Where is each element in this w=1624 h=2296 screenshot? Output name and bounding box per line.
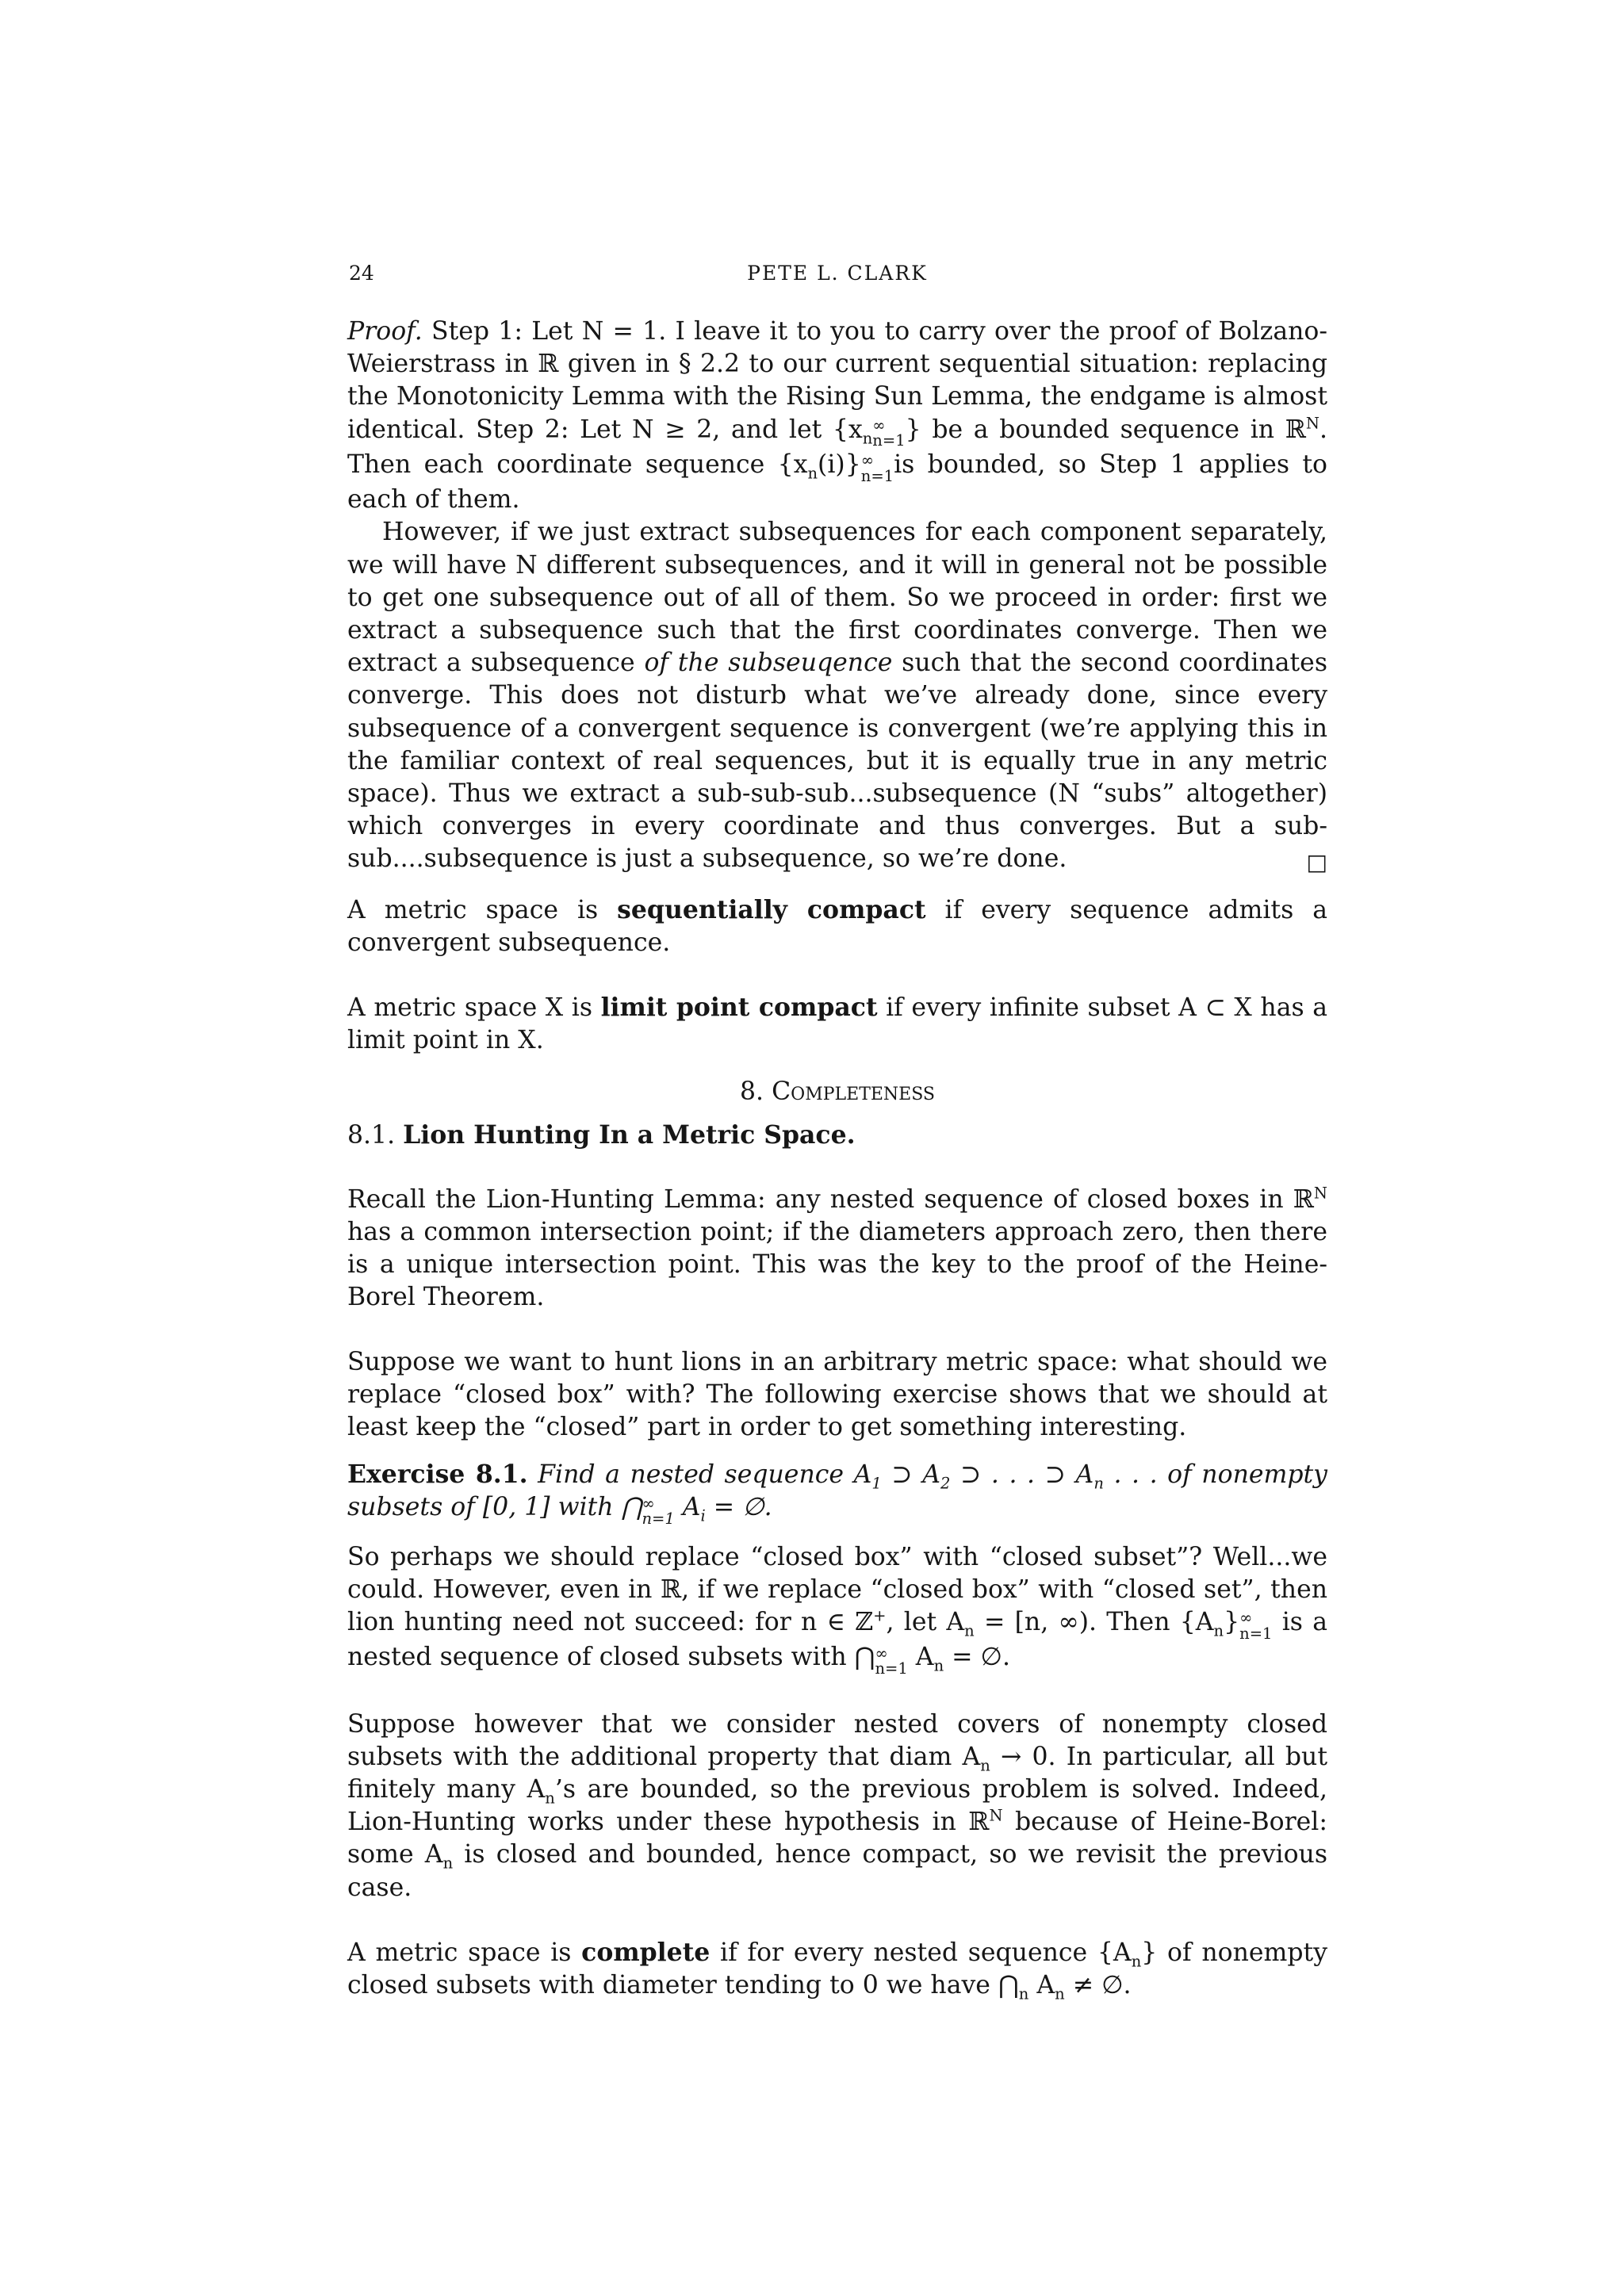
proof-paragraph-2: However, if we just extract subsequences for each component separately, we will have N different subsequences, and it will in general not be possible to get one subsequence out of all of them. So we proceed in order: first we extract a subsequence such that the first coordinates converge. Then we extract a subsequence of the subseuqence such that the second coordinates converge. This does not disturb what we’ve already done, since every subsequence of a convergent sequence is convergent (we’re applying this in the familiar context of real sequences, but it is equally true in any metric space). Thus we extract a sub-sub-sub...subsequence (N “subs” altogether) which converges in every coordinate and thus converges. But a sub-sub....subsequence is just a subsequence, so we’re done. □ xyxy=(347,516,1327,875)
exercise-8-1: Exercise 8.1. Find a nested sequence $A_1$ ⊃ $A_2$ ⊃ . . . ⊃ $A_n$ . . . of nonempty subsets of [0, 1] with ⋂ ∞ n=1 $A_i$ = ∅. xyxy=(347,1460,1327,1529)
running-head: PETE L. CLARK xyxy=(747,262,928,285)
definition-sequentially-compact: A metric space is sequentially compact if every sequence admits a convergent subsequence. xyxy=(347,894,1327,957)
proof-label: Proof. xyxy=(347,317,423,346)
page-header xyxy=(349,262,1326,293)
paragraph-hunt-lions: Suppose we want to hunt lions in an arbitrary metric space: what should we replace “closed box” with? The following exercise shows that we should at least keep the “closed” part in order to get something interesting. xyxy=(347,1347,1327,1442)
paragraph-suppose: Suppose however that we consider nested covers of nonempty closed subsets with the additional property that diam $A_n \to 0$. In particular, all but finitely many $A_n’s$ are bounded, so the previous problem is solved. Indeed, Lion-Hunting works under these hypothesis in ℝ$^N$ because of Heine-Borel: some $A_n$ is closed and bounded, hence compact, so we revisit the previous case. xyxy=(347,1709,1327,1902)
body-text xyxy=(347,316,1327,2002)
definition-limit-point-compact: A metric space X is limit point compact if every infinite subset A ⊂ X has a limit point in X. xyxy=(347,992,1327,1055)
qed-symbol: □ xyxy=(1306,849,1327,876)
proof-paragraph: Proof. Step 1: Let N = 1. I leave it to you to carry over the proof of Bolzano-Weierstrass in ℝ given in § 2.2 to our current sequential situation: replacing the Monotonicity Lemma with the Rising Sun Lemma, the endgame is almost identical. Step 2: Let N ≥ 2, and let {$x_n$ ∞ n=1 } be a bounded sequence in ℝ$^N$. Then each coordinate sequence $\{x_n(i)\}$ ∞ n=1 is bounded, so Step 1 applies to each of them. xyxy=(347,317,1328,515)
page-number: 24 xyxy=(349,262,374,285)
paragraph-perhaps: So perhaps we should replace “closed box” with “closed subset”? Well...we could. However, even in ℝ, if we replace “closed box” with “closed set”, then lion hunting need not succeed: for n ∈ ℤ+, let $A_n = [n$, ∞). Then $\{A_n\}$ ∞ n=1 is a nested sequence of closed subsets with ⋂ ∞ n=1 $A_n$ = ∅. xyxy=(347,1542,1327,1678)
definition-complete: A metric space is complete if for every nested sequence $\{A_n\}$ of nonempty closed subsets with diameter tending to 0 we have $⋂_n$ $A_n$ ≠ ∅. xyxy=(347,1937,1328,2003)
subsection-heading: 8.1. Lion Hunting In a Metric Space. xyxy=(347,1119,856,1150)
section-heading: 8. Completeness xyxy=(739,1077,935,1107)
paragraph-lion-hunting: Recall the Lion-Hunting Lemma: any nested sequence of closed boxes in ℝ$^N$ has a common intersection point; if the diameters approach zero, then there is a unique intersection point. This was the key to the proof of the Heine-Borel Theorem. xyxy=(347,1184,1327,1312)
